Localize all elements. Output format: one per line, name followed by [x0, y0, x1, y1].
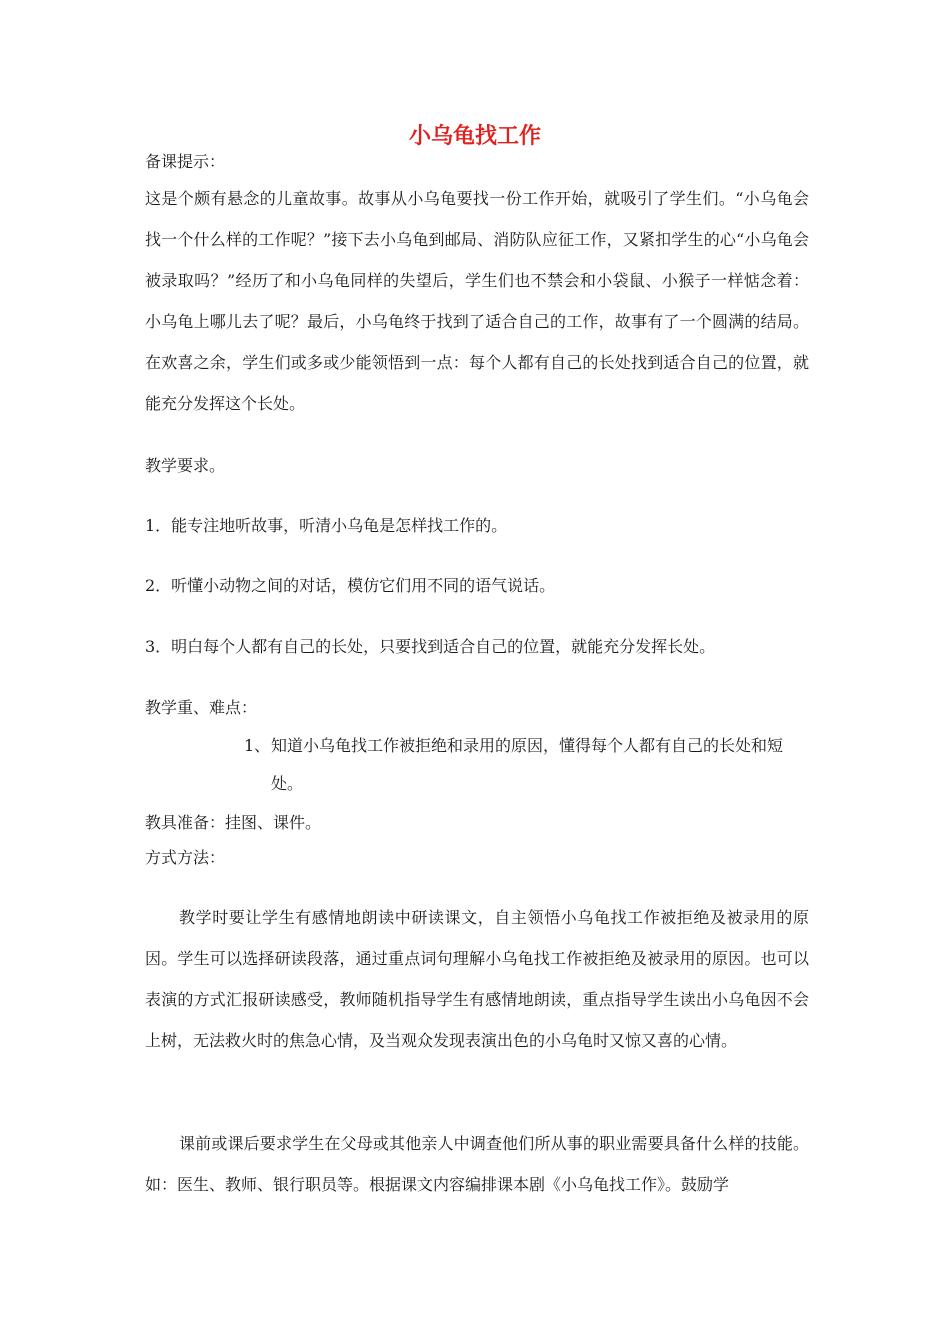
method-heading: 方式方法： — [145, 848, 226, 867]
method-paragraph-2: 课前或课后要求学生在父母或其他亲人中调查他们所从事的职业需要具备什么样的技能。如：医生、教师、银行职员等。根据课文内容编排课本剧《小乌龟找工作》。鼓励学 — [145, 1134, 809, 1194]
key-point-number: 1、 — [244, 736, 271, 755]
requirement-item-3: 3．明白每个人都有自己的长处，只要找到适合自己的位置，就能充分发挥长处。 — [145, 637, 716, 656]
key-points-heading: 教学重、难点： — [145, 698, 258, 717]
prep-label: 备课提示： — [145, 152, 226, 171]
method-paragraph-1: 教学时要让学生有感情地朗读中研读课文，自主领悟小乌龟找工作被拒绝及被录用的原因。学生可以选择研读段落，通过重点词句理解小乌龟找工作被拒绝及被录用的原因。也可以表演的方式汇报研读感受，教师随机指导学生有感情地朗读，重点指导学生读出小乌龟因不会上树，无法救火时的焦急心情，及当观众发现表演出色的小乌龟时又惊又喜的心情。 — [145, 908, 809, 1050]
requirement-item-1: 1．能专注地听故事，听清小乌龟是怎样找工作的。 — [145, 516, 508, 535]
document-title: 小乌龟找工作 — [408, 124, 541, 149]
key-point-text: 知道小乌龟找工作被拒绝和录用的原因，懂得每个人都有自己的长处和短 — [271, 736, 784, 755]
prep-paragraph: 这是个颇有悬念的儿童故事。故事从小乌龟要找一份工作开始，就吸引了学生们。“小乌龟会找一个什么样的工作呢？”接下去小乌龟到邮局、消防队应征工作，又紧扣学生的心“小乌龟会被录取吗？”经历了和小乌龟同样的失望后，学生们也不禁会和小袋鼠、小猴子一样惦念着：小乌龟上哪儿去了呢？最后，小乌龟终于找到了适合自己的工作，故事有了一个圆满的结局。在欢喜之余，学生们或多或少能领悟到一点：每个人都有自己的长处找到适合自己的位置，就能充分发挥这个长处。 — [145, 189, 809, 413]
requirements-heading: 教学要求。 — [145, 456, 226, 475]
teaching-tools: 教具准备：挂图、课件。 — [145, 813, 322, 832]
key-point-text-continued: 处。 — [271, 774, 304, 793]
requirement-item-2: 2．听懂小动物之间的对话，模仿它们用不同的语气说话。 — [145, 576, 556, 595]
